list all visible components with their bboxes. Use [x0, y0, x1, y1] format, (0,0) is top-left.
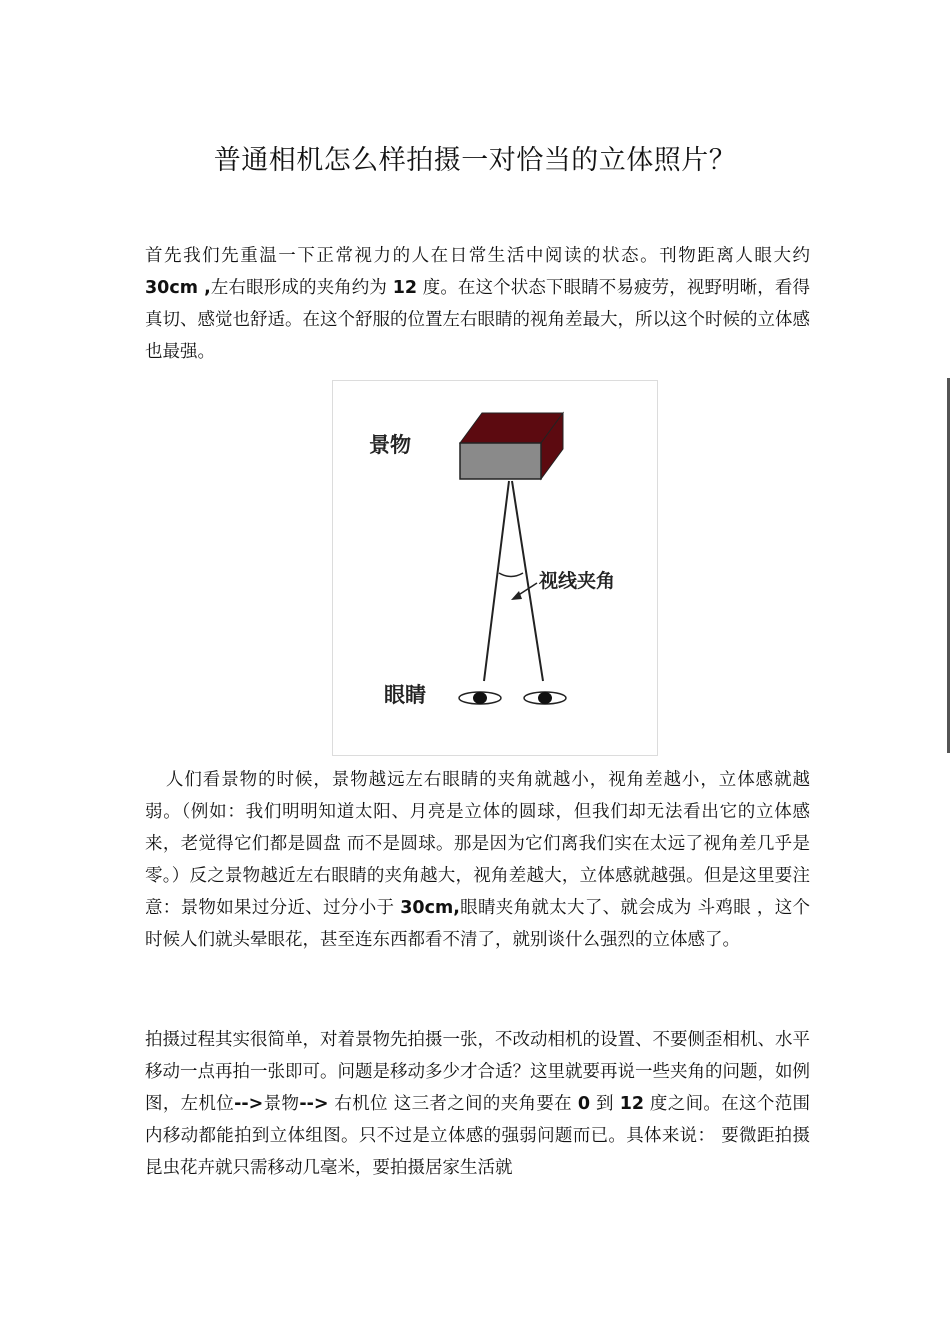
left-eye-pupil: [473, 692, 487, 704]
label-eyes: 眼睛: [384, 683, 426, 707]
bold-min-angle: 0: [577, 1094, 591, 1114]
bold-arrow: -->: [234, 1094, 264, 1114]
text-run: 眼睛夹角就太大了、就会成为 斗鸡眼 ，这个时候人们就头晕眼花，甚至连东西都看不清了，就别谈什么强烈的立体感了。: [145, 898, 811, 950]
text-run: 首先我们先重温一下正常视力的人在日常生活中阅读的状态。刊物距离人眼大约: [145, 246, 810, 266]
text-run: 到: [590, 1094, 620, 1114]
object-box-front: [460, 443, 541, 479]
paragraph-distance-effect: [145, 764, 810, 956]
paragraph-reading-state: [145, 240, 810, 368]
text-run: 左右眼形成的夹角约为: [210, 278, 393, 298]
bold-distance: 30cm,: [400, 898, 460, 918]
sight-line-left: [484, 481, 509, 681]
text-run: 度。在这个状态下眼睛不易疲劳，视野明晰，看得真切、感觉也舒适。在这个舒服的位置左右眼睛的视角差最大，所以这个时候的立体感也最强。: [145, 278, 811, 362]
text-run: 度之间。在这个范围内移动都能拍到立体组图。只不过是立体感的强弱问题而已。具体来说： 要微距拍摄昆虫花卉就只需移动几毫米，要拍摄居家生活就: [145, 1094, 811, 1178]
bold-distance: 30cm ,: [145, 278, 211, 298]
viewing-angle-diagram: [332, 380, 658, 756]
paragraph-shooting-process: [145, 1024, 810, 1184]
text-run: 右机位 这三者之间的夹角要在: [328, 1094, 578, 1114]
angle-arc: [499, 573, 523, 577]
angle-arrow-head: [511, 591, 522, 600]
bold-angle: 12: [392, 278, 418, 298]
label-sight-angle: 视线夹角: [539, 570, 616, 592]
bold-arrow: -->: [299, 1094, 329, 1114]
bold-max-angle: 12: [619, 1094, 645, 1114]
document-title: 普通相机怎么样拍摄一对恰当的立体照片？: [213, 145, 737, 176]
text-run: 景物: [263, 1094, 300, 1114]
right-eye-pupil: [538, 692, 552, 704]
text-run: 拍摄过程其实很简单，对着景物先拍摄一张，不改动相机的设置、不要侧歪相机、水平移动一点再拍一张即可。问题是移动多少才合适？这里就要再说一些夹角的问题，如例图，左机位: [145, 1030, 810, 1114]
text-run: 人们看景物的时候，景物越远左右眼睛的夹角就越小，视角差越小，立体感就越弱。（例如：我们明明知道太阳、月亮是立体的圆球，但我们却无法看出它的立体感来，老觉得它们都是圆盘 而不是圆球。那是因为它们离我们实在太远了视角差几乎是零。）反之景物越近左右眼睛的夹角越大，视角差越大，立体感就越强。但是这里要注意：景物如果过分近、过分小于: [145, 770, 810, 918]
label-object: 景物: [369, 433, 411, 457]
